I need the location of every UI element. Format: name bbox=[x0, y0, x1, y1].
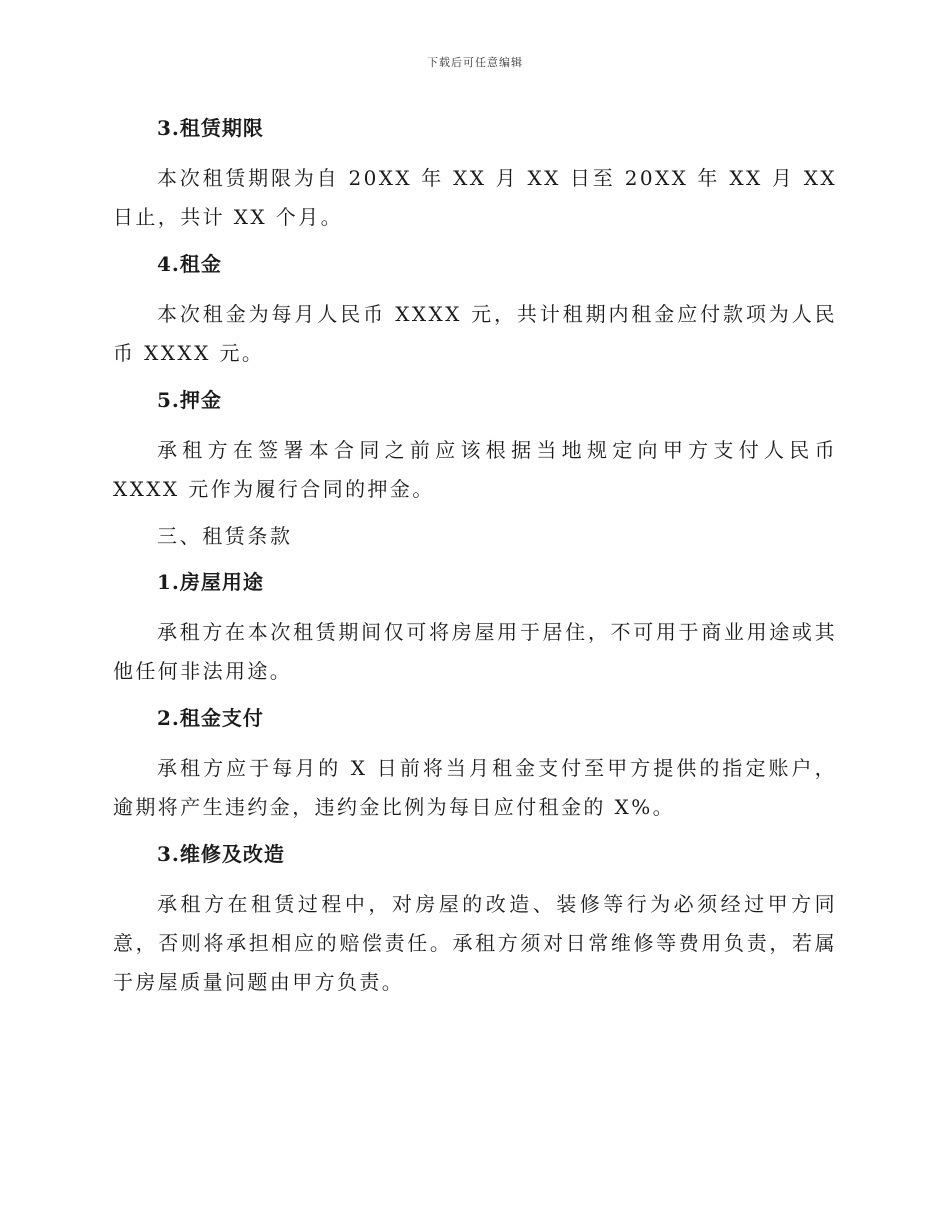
paragraph-rent-payment: 承租方应于每月的 X 日前将当月租金支付至甲方提供的指定账户，逾期将产生违约金，违约金比例为每日应付租金的 X%。 bbox=[113, 756, 837, 819]
heading-rent: 4.租金 bbox=[157, 252, 222, 276]
heading-repair-renovation: 3.维修及改造 bbox=[157, 842, 285, 866]
page-header: 下载后可任意编辑 bbox=[427, 56, 523, 69]
paragraph-repair-renovation: 承租方在租赁过程中，对房屋的改造、装修等行为必须经过甲方同意，否则将承担相应的赔偿责任。承租方须对日常维修等费用负责，若属于房屋质量问题由甲方负责。 bbox=[113, 892, 837, 994]
section-title-lease-terms: 三、租赁条款 bbox=[157, 524, 293, 548]
heading-deposit: 5.押金 bbox=[157, 388, 222, 412]
paragraph-house-use: 承租方在本次租赁期间仅可将房屋用于居住，不可用于商业用途或其他任何非法用途。 bbox=[113, 620, 837, 683]
paragraph-rent: 本次租金为每月人民币 XXXX 元，共计租期内租金应付款项为人民币 XXXX 元。 bbox=[113, 302, 837, 365]
paragraph-deposit: 承租方在签署本合同之前应该根据当地规定向甲方支付人民币 XXXX 元作为履行合同的押金。 bbox=[113, 438, 837, 501]
document-body bbox=[113, 113, 837, 1014]
paragraph-lease-term: 本次租赁期限为自 20XX 年 XX 月 XX 日至 20XX 年 XX 月 XX 日止，共计 XX 个月。 bbox=[113, 166, 837, 229]
heading-house-use: 1.房屋用途 bbox=[157, 570, 264, 594]
heading-rent-payment: 2.租金支付 bbox=[157, 706, 264, 730]
heading-lease-term: 3.租赁期限 bbox=[157, 116, 264, 140]
